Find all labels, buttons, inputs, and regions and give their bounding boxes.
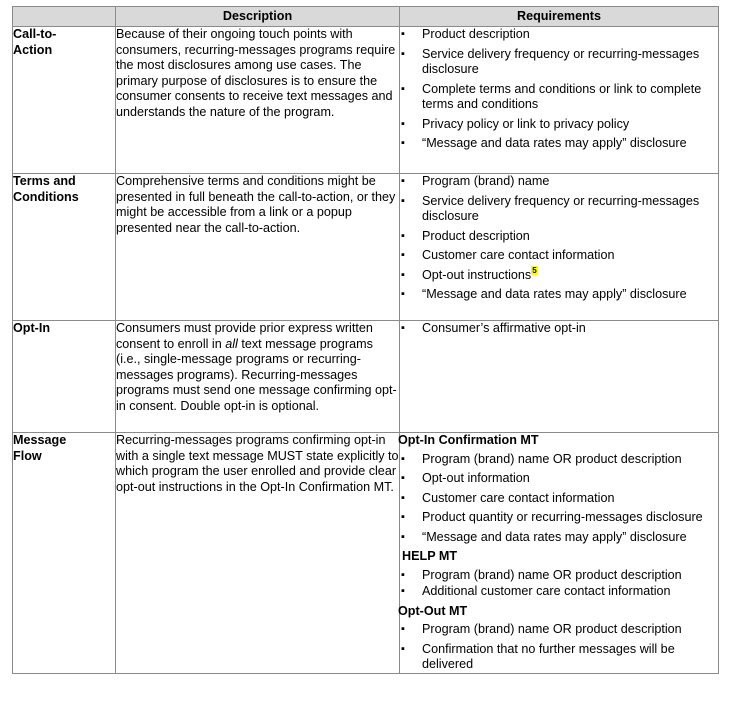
row-label-text: Terms and Conditions xyxy=(13,174,79,204)
row-description xyxy=(116,321,400,433)
list-item: ▪ Program (brand) name xyxy=(400,174,718,190)
row-label: Opt-In xyxy=(13,321,116,433)
header-blank xyxy=(13,7,116,27)
list-item: ▪ Opt-out information xyxy=(400,471,718,487)
requirements-list xyxy=(400,452,718,546)
description-text: text message programs (i.e., single-message programs or recurring-messages programs). Recurring-messages programs must send one message confirming opt-in consent. Double opt-in is optional. xyxy=(116,336,397,413)
list-item: ▪ Customer care contact information xyxy=(400,491,718,507)
requirements-list xyxy=(400,622,718,673)
list-item: ▪ Service delivery frequency or recurring-messages disclosure xyxy=(400,47,718,78)
header-description: Description xyxy=(116,7,400,27)
row-description: Comprehensive terms and conditions might be presented in full beneath the call-to-action, or they might be accessible from a link or a popup presented near the call-to-action. xyxy=(116,174,400,321)
requirements-list xyxy=(400,568,718,600)
group-title-opt-in-confirmation: Opt-In Confirmation MT xyxy=(398,433,539,447)
list-item: ▪ Product quantity or recurring-messages disclosure xyxy=(400,510,718,526)
row-label-text: Call-to-Action xyxy=(13,27,57,57)
row-requirements xyxy=(400,174,719,321)
description-text: Consumers must provide prior express written consent to enroll in xyxy=(116,321,373,351)
list-item: ▪ Program (brand) name OR product description xyxy=(400,568,718,584)
list-item xyxy=(400,268,718,284)
list-item: ▪ “Message and data rates may apply” disclosure xyxy=(400,136,718,152)
group-title-help-mt: HELP MT xyxy=(402,549,458,563)
row-requirements xyxy=(400,27,719,174)
list-item: ▪ Complete terms and conditions or link to complete terms and conditions xyxy=(400,82,718,113)
list-item-text: Opt-out instructions xyxy=(422,267,532,282)
footnote-marker[interactable]: 5 xyxy=(532,266,537,276)
list-item: ▪ Product description xyxy=(400,27,718,43)
row-requirements xyxy=(400,433,719,674)
row-description: Because of their ongoing touch points with consumers, recurring-messages programs require the most disclosures among use cases. The primary purpose of disclosures is to ensure the consumer consents to receive text messages and understands the nature of the program. xyxy=(116,27,400,174)
list-item: ▪ “Message and data rates may apply” disclosure xyxy=(400,530,718,546)
row-requirements xyxy=(400,321,719,433)
list-item: ▪ Program (brand) name OR product description xyxy=(400,622,718,638)
list-item: ▪ Privacy policy or link to privacy policy xyxy=(400,117,718,133)
list-item: ▪ Program (brand) name OR product description xyxy=(400,452,718,468)
row-label xyxy=(13,433,116,674)
list-item: ▪ Service delivery frequency or recurring-messages disclosure xyxy=(400,194,718,225)
row-label xyxy=(13,174,116,321)
description-emphasis: all xyxy=(225,336,238,351)
table-row-message-flow xyxy=(13,433,719,674)
requirements-list xyxy=(400,321,718,337)
list-item: ▪ Customer care contact information xyxy=(400,248,718,264)
table-header-row xyxy=(13,7,719,27)
row-label-text: Message Flow xyxy=(13,433,67,463)
requirements-list xyxy=(400,174,718,303)
list-item: ▪ Additional customer care contact information xyxy=(400,584,718,600)
list-item: ▪ Product description xyxy=(400,229,718,245)
header-requirements: Requirements xyxy=(400,7,719,27)
table-row-opt-in xyxy=(13,321,719,433)
list-item: ▪ Consumer’s affirmative opt-in xyxy=(400,321,718,337)
list-item: ▪ Confirmation that no further messages will be delivered xyxy=(400,642,718,673)
table-row-call-to-action xyxy=(13,27,719,174)
row-label xyxy=(13,27,116,174)
requirements-list xyxy=(400,27,718,152)
requirements-table xyxy=(12,6,719,674)
row-description: Recurring-messages programs confirming opt-in with a single text message MUST state explicitly to which program the user enrolled and provide clear opt-out instructions in the Opt-In Confirmation MT. xyxy=(116,433,400,674)
table-row-terms-and-conditions xyxy=(13,174,719,321)
list-item: ▪ “Message and data rates may apply” disclosure xyxy=(400,287,718,303)
group-title-opt-out-mt: Opt-Out MT xyxy=(398,603,468,618)
